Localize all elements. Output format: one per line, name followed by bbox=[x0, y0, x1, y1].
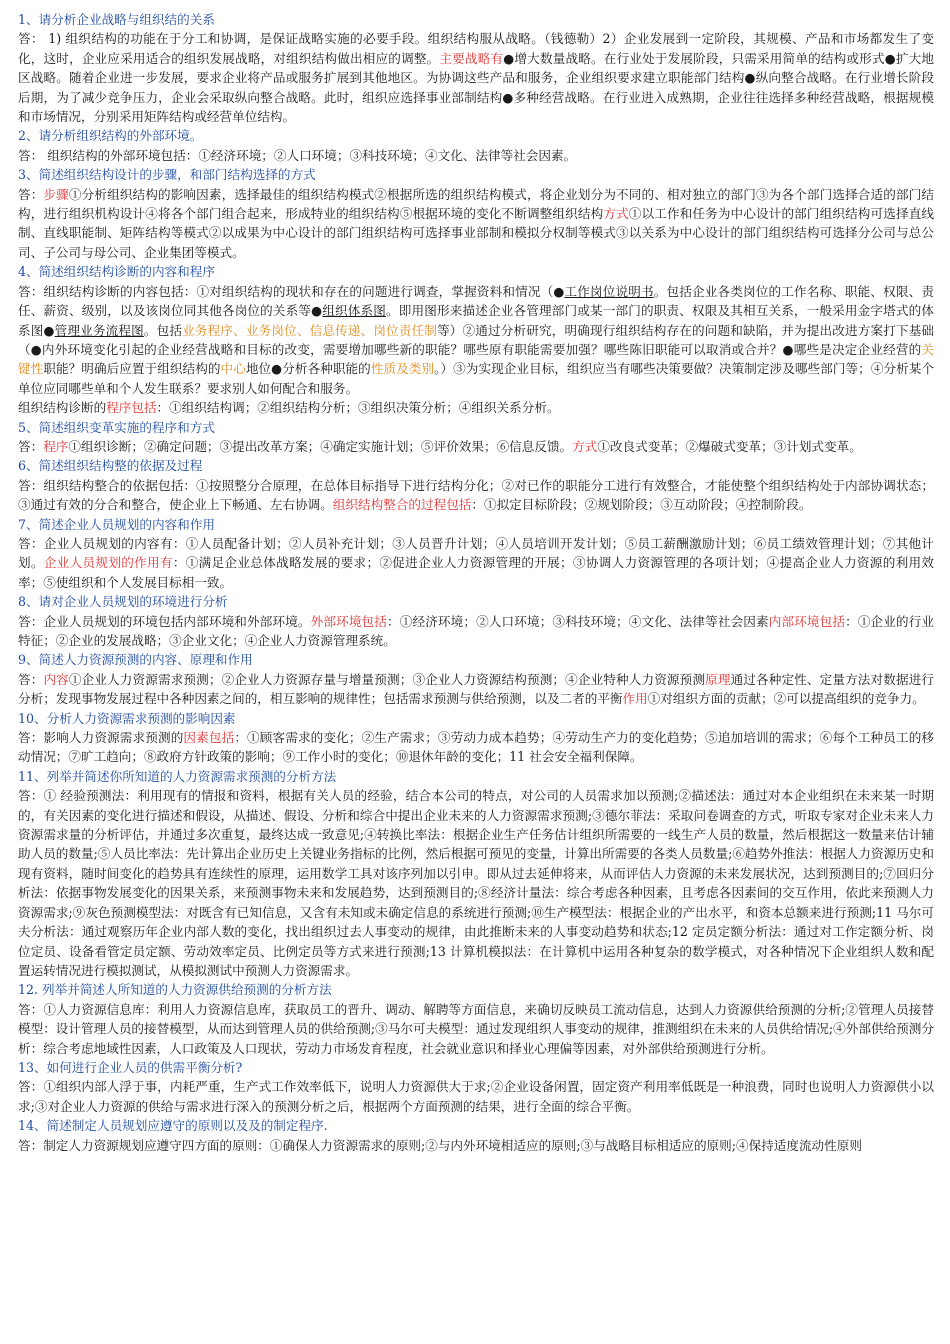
answer-paragraph bbox=[18, 29, 934, 126]
answer-text: ：①顾客需求的变化；②生产需求；③劳动力成本趋势；④劳动生产力的变化趋势；⑤追加培训的需求；⑥每个工种员工的移动情况；⑦旷工趋向；⑧政府方针政策的影响；⑨工作小时的变化；⑩退休年龄的变化；11 社会安全福利保障。 bbox=[18, 730, 935, 765]
highlight-red-text: 组织结构整合的过程包括 bbox=[332, 497, 472, 513]
question-heading: 1、请分析企业战略与组织结的关系 bbox=[18, 12, 215, 27]
answer-text: 组织结构诊断的 bbox=[18, 400, 107, 416]
highlight-red-text: 内容 bbox=[43, 671, 69, 687]
answer-text: 答：①人力资源信息库：利用人力资源信息库，获取员工的晋升、调动、解聘等方面信息，来确切反映员工流动信息，达到人力资源供给预测的分析;②管理人员接替模型：设计管理人员的接替模型，从而达到管理人员的供给预测;③马尔可夫模型：通过发现组织人事变动的规律，推测组织在未来的人员供给情况;④外部供给预测分析：综合考虑地域性因素，人口政策及人口现状，劳动力市场发育程度，社会就业意识和择业心理偏等因素，对外部供给预测进行分析。 bbox=[18, 1001, 934, 1056]
answer-paragraph bbox=[18, 146, 934, 165]
highlight-red-text: 企业人员规划的作用有 bbox=[43, 555, 173, 571]
answer-text: 答：组织结构整合的依据包括：①按照整分合原理，在总体目标指导下进行结构分化；②对已作的职能分工进行有效整合，才能使整个组织结构处于内部协调状态；③通过有效的分合和整合，使企业上下畅通、左右协调。 bbox=[18, 477, 934, 513]
answer-text: 答： bbox=[18, 186, 44, 202]
question-heading: 6、简述组织结构整的依据及过程 bbox=[18, 458, 203, 474]
answer-text: ：①经济环境；②人口环境；③科技环境；④文化、法律等社会因素 bbox=[387, 613, 769, 629]
answer-text: ①对组织方面的贡献；②可以提高组织的竞争力。 bbox=[647, 691, 925, 707]
answer-text: 答：企业人员规划的环境包括内部环境和外部环境。 bbox=[18, 613, 311, 629]
answer-text: ：①满足企业总体战略发展的要求；②促进企业人力资源管理的开展；③协调人力资源管理的各项计划；④提高企业人力资源的利用效率；⑤使组织和个人发展目标相一致。 bbox=[18, 555, 935, 590]
answer-paragraph bbox=[18, 185, 934, 263]
highlight-orange-text: 关键性 bbox=[18, 341, 934, 377]
question-heading: 9、简述人力资源预测的内容、原理和作用 bbox=[18, 652, 253, 668]
question-heading: 12. 列举并简述人所知道的人力资源供给预测的分析方法 bbox=[18, 982, 332, 998]
answer-text: 。即用图形来描述企业各管理部门或某一部门的职责、权限及其相互关系，一般采用金字塔式的体系图● bbox=[18, 303, 934, 338]
answer-paragraph bbox=[18, 612, 934, 651]
question-heading: 11、列举并简述你所知道的人力资源需求预测的分析方法 bbox=[18, 768, 337, 784]
answer-text: 答：组织结构诊断的内容包括：①对组织结构的现状和存在的问题进行调查，掌握资料和情况（● bbox=[18, 283, 565, 299]
answer-text: 。包括 bbox=[143, 322, 183, 338]
answer-text: 等）②通过分析研究，明确现行组织结构存在的问题和缺陷，并为提出改进方案打下基础（●内外环境变化引起的企业经营战略和目标的改变，需要增加哪些新的职能？哪些原有职能需要加强？哪些陈旧职能可以取消或合并？●哪些是决定企业经营的 bbox=[18, 322, 935, 357]
answer-paragraph bbox=[18, 1077, 934, 1116]
question-heading: 4、简述组织结构诊断的内容和程序 bbox=[18, 264, 215, 280]
highlight-red-text: 程序包括 bbox=[106, 400, 157, 416]
answer-text: 职能？明确后应置于组织结构的 bbox=[43, 361, 221, 377]
question-heading: 13、如何进行企业人员的供需平衡分析? bbox=[18, 1059, 243, 1075]
answer-paragraph bbox=[18, 437, 934, 456]
answer-paragraph bbox=[18, 282, 934, 418]
answer-text: 答：制定人力资源规划应遵守四方面的原则：①确保人力资源需求的原则;②与内外环境相适应的原则;③与战略目标相适应的原则;④保持适度流动性原则 bbox=[18, 1137, 862, 1153]
answer-paragraph bbox=[18, 1000, 934, 1058]
answer-text: ①企业人力资源需求预测；②企业人力资源存量与增量预测；③企业人力资源结构预测；④企业特种人力资源预测 bbox=[68, 671, 706, 687]
answer-paragraph bbox=[18, 670, 934, 709]
answer-text: ①组织诊断；②确定问题；③提出改革方案；④确定实施计划；⑤评价效果；⑥信息反馈。 bbox=[68, 438, 573, 454]
highlight-red-text: 方式 bbox=[603, 206, 629, 222]
answer-text: ●增大数量战略。在行业处于发展阶段，只需采用简单的结构或形式●扩大地区战略。随着企业进一步发展，要求企业将产品或服务扩展到其他地区。为协调这些产品和服务，企业组织要求建立职能部门结构●纵向整合战略。在行业增长阶段后期，为了减少竞争压力，企业会采取纵向整合战略。此时，组织应选择事业部制结构●多种经营战略。在行业进入成熟期，企业往往选择多种经营战略，根据规模和市场情况，分别采用矩阵结构或经营单位结构。 bbox=[18, 50, 935, 125]
answer-text: 。）③为实现企业目标，组织应当有哪些决策要做？决策制定涉及哪些部门等；④分析某个单位应同哪些单和个人发生联系？要求别人如何配合和服务。 bbox=[18, 361, 935, 396]
highlight-red-text: 主要战略有 bbox=[439, 50, 504, 66]
question-heading: 10、分析人力资源需求预测的影响因素 bbox=[18, 710, 236, 726]
highlight-orange-text: 性质及类别 bbox=[370, 361, 435, 377]
answer-text: 答： bbox=[18, 671, 44, 687]
answer-text: ①改良式变革；②爆破式变革；③计划式变革。 bbox=[597, 438, 862, 454]
highlight-red-text: 作用 bbox=[622, 691, 648, 707]
highlight-red-text: 因素包括 bbox=[183, 730, 235, 746]
answer-text: ：①组织结构调；②组织结构分析；③组织决策分析；④组织关系分析。 bbox=[156, 400, 560, 416]
highlight-orange-text: 中心 bbox=[220, 361, 246, 377]
answer-text: 。包括企业各类岗位的工作名称、职能、权限、责任、薪资、级别，以及该岗位同其他各岗位的关系等● bbox=[18, 283, 935, 319]
question-heading: 3、简述组织结构设计的步骤，和部门结构选择的方式 bbox=[18, 167, 316, 183]
question-heading: 7、简述企业人员规划的内容和作用 bbox=[18, 516, 215, 532]
question-heading: 14、简述制定人员规划应遵守的原则以及及的制定程序. bbox=[18, 1118, 328, 1134]
highlight-red-text: 外部环境包括 bbox=[310, 613, 388, 629]
answer-text: 答： 1) 组织结构的功能在于分工和协调，是保证战略实施的必要手段。组织结构服从战略。（钱德勒）2）企业发展到一定阶段，其规模、产品和市场都发生了变化，这时，企业应采用适合的组织发展战略，对组织结构做出相应的调整。 bbox=[18, 31, 934, 66]
answer-text: ：①拟定目标阶段；②规划阶段；③互动阶段；④控制阶段。 bbox=[471, 497, 812, 513]
highlight-red-text: 程序 bbox=[43, 438, 69, 454]
answer-text: 地位●分析各种职能的 bbox=[245, 361, 371, 377]
answer-paragraph bbox=[18, 728, 934, 767]
highlight-red-text: 步骤 bbox=[43, 186, 69, 202]
answer-text: 答：企业人员规划的内容有：①人员配备计划；②人员补充计划；③人员晋升计划；④人员培训开发计划；⑤员工薪酬激励计划；⑥员工绩效管理计划；⑦其他计划。 bbox=[18, 535, 934, 571]
answer-text: 答： bbox=[18, 438, 44, 454]
answer-text: 答：影响人力资源需求预测的 bbox=[18, 730, 184, 746]
answer-text: ①以工作和任务为中心设计的部门组织结构可选择直线制、直线职能制、矩阵结构等模式②以成果为中心设计的部门组织结构可选择事业部制和模拟分权制等模式③以关系为中心设计的部门组织结构可选择分公司与总公司、子公司与母公司、企业集团等模式。 bbox=[18, 206, 935, 260]
underlined-term: 组织体系图 bbox=[322, 303, 387, 319]
answer-text: 通过各种定性、定量方法对数据进行分析；发现事物发展过程中各种因素之间的，相互影响的规律性；包括需求预测与供给预测，以及二者的平衡 bbox=[18, 671, 935, 707]
highlight-orange-text: 业务程序、业务岗位、信息传递、岗位责任制 bbox=[182, 322, 438, 338]
answer-paragraph bbox=[18, 476, 934, 515]
question-heading: 8、请对企业人员规划的环境进行分析 bbox=[18, 594, 228, 610]
answer-paragraph bbox=[18, 786, 934, 980]
question-heading: 2、请分析组织结构的外部环境。 bbox=[18, 128, 203, 144]
answer-text: 答：① 经验预测法：利用现有的情报和资料，根据有关人员的经验，结合本公司的特点，对公司的人员需求加以预测;②描述法：通过对本企业组织在未来某一时期的，有关因素的变化进行描述和假设，从描述、假设、分析和综合中提出企业未来的人力资源需求预测;③德尔菲法：采取问卷调查的方式，听取专家对企业未来人力资源需求量的分析评估，并通过多次重复，最终达成一致意见;④转换比率法：根据企业生产任务估计组织所需要的一线生产人员的数量，然后根据这一数量来估计辅助人员的数量;⑤人员比率法：先计算出企业历史上关键业务指标的比例，然后根据可预见的变量，计算出所需要的各类人员数量;⑥趋势外推法：根据人力资源历史和现有资料，随时间变化的趋势具有连续性的原理，运用数学工具对该序列加以引申。即从过去延伸将来，从而评估人力资源的未来发展状况，达到预测目的;⑦回归分析法：依据事物发展变化的因果关系，来预测事物未来和发展趋势，达到预测目的;⑧经济计量法：综合考虑各种因素，且考虑各因素间的交互作用，依此来预测人力资源需求;⑨灰色预测模型法：对既含有已知信息，又含有未知或未确定信息的系统进行预测;⑩生产模型法：根据企业的产出水平，和资本总额来进行预测;11 马尔可夫分析法：通过观察历年企业内部人数的变化，找出组织过去人事变动的规律，由此推断未来的人事变动趋势和状态;12 定员定额分析法：通过对工作定额分析、岗位定员、设备看管定员定额、劳动效率定员、比例定员等方式来进行预测;13 计算机模拟法：在计算机中运用各种复杂的数学模式，对各种情况下企业组织人数和配置运转情况进行模拟测试，从模拟测试中预测人力资源需求。 bbox=[18, 788, 934, 978]
answer-paragraph bbox=[18, 1136, 934, 1155]
answer-text: 答： 组织结构的外部环境包括：①经济环境；②人口环境；③科技环境；④文化、法律等社会因素。 bbox=[18, 147, 577, 163]
answer-text: ：①企业的行业特征；②企业的发展战略；③企业文化；④企业人力资源管理系统。 bbox=[18, 613, 935, 648]
answer-paragraph bbox=[18, 534, 934, 592]
question-heading: 5、简述组织变革实施的程序和方式 bbox=[18, 419, 215, 435]
underlined-term: 管理业务流程图 bbox=[54, 322, 144, 338]
answer-text: 答：①组织内部人浮于事，内耗严重，生产式工作效率低下，说明人力资源供大于求;②企业设备闲置，固定资产利用率低既是一种浪费，同时也说明人力资源供小以求;③对企业人力资源的供给与需求进行深入的预测分析之后，根据两个方面预测的结果，进行全面的综合平衡。 bbox=[18, 1079, 934, 1114]
highlight-red-text: 原理 bbox=[705, 671, 731, 687]
highlight-red-text: 方式 bbox=[572, 438, 598, 454]
answer-text: ①分析组织结构的影响因素，选择最佳的组织结构模式②根据所选的组织结构模式，将企业划分为不同的、相对独立的部门③为各个部门选择合适的部门结构，进行组织机构设计④将各个部门组合起来，形成特业的组织结构⑤根据环境的变化不断调整组织结构 bbox=[18, 186, 935, 222]
highlight-red-text: 内部环境包括 bbox=[768, 613, 846, 629]
underlined-term: 工作岗位说明书 bbox=[564, 283, 654, 299]
